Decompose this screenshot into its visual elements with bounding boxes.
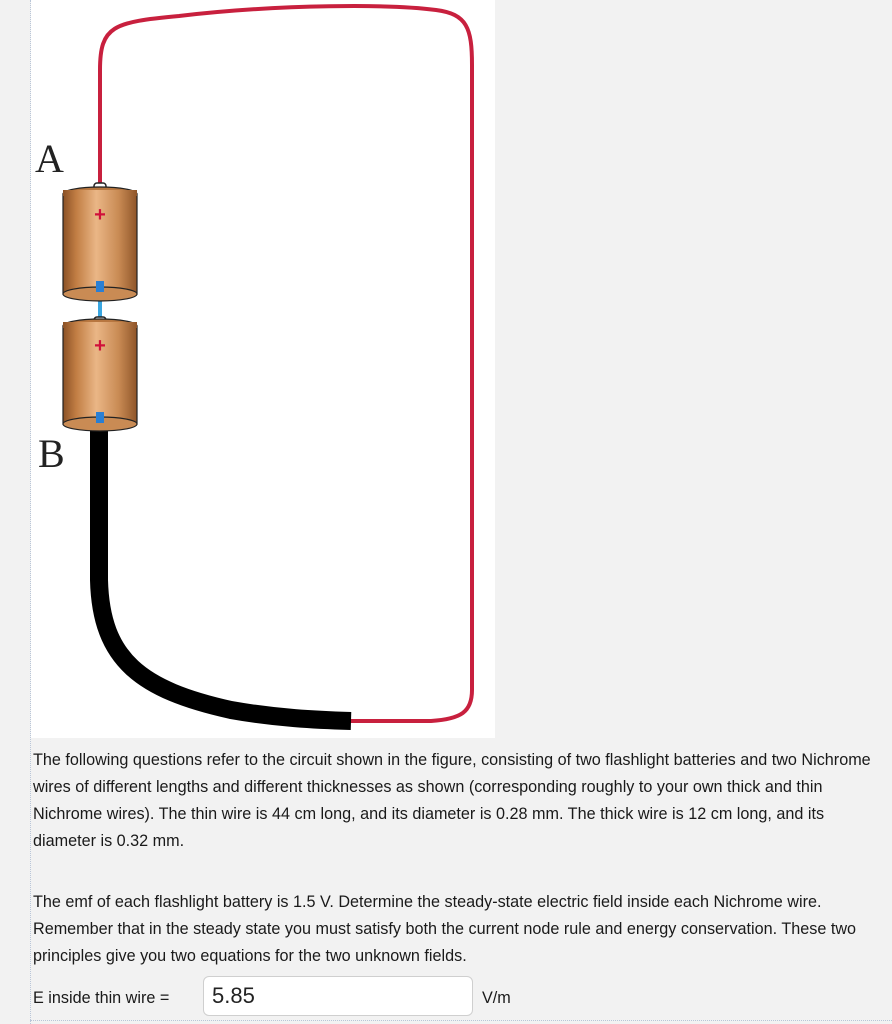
question-paragraph-2: The emf of each flashlight battery is 1.5 V. Determine the steady-state electric field inside each Nichrome wire. Remember that in the steady state you must satisfy both the current node rule and energy conservation. These two principles give you two equations for the two unknown fields. bbox=[33, 893, 857, 965]
label-a: A bbox=[35, 136, 64, 181]
answer-row bbox=[33, 976, 889, 1020]
label-b: B bbox=[38, 431, 65, 476]
answer-unit: V/m bbox=[482, 989, 511, 1007]
answer-label: E inside thin wire = bbox=[33, 989, 170, 1007]
battery-bottom-minus bbox=[96, 412, 104, 423]
thin-wire-field-input[interactable] bbox=[203, 976, 473, 1016]
battery-top bbox=[63, 183, 137, 301]
battery-top-minus bbox=[96, 281, 104, 292]
battery-bottom bbox=[63, 317, 137, 431]
thick-wire bbox=[99, 425, 351, 721]
battery-bottom-plus: + bbox=[94, 335, 106, 357]
question-paragraph-1: The following questions refer to the circuit shown in the figure, consisting of two flashlight batteries and two Nichrome wires of different lengths and different thicknesses as shown (corresponding roughly to your own thick and thin Nichrome wires). The thin wire is 44 cm long, and its diameter is 0.28 mm. The thick wire is 12 cm long, and its diameter is 0.32 mm. bbox=[33, 751, 871, 850]
thin-wire bbox=[100, 6, 472, 721]
battery-top-plus: + bbox=[94, 204, 106, 226]
circuit-figure bbox=[31, 0, 495, 738]
bottom-guide-line bbox=[30, 1020, 892, 1021]
